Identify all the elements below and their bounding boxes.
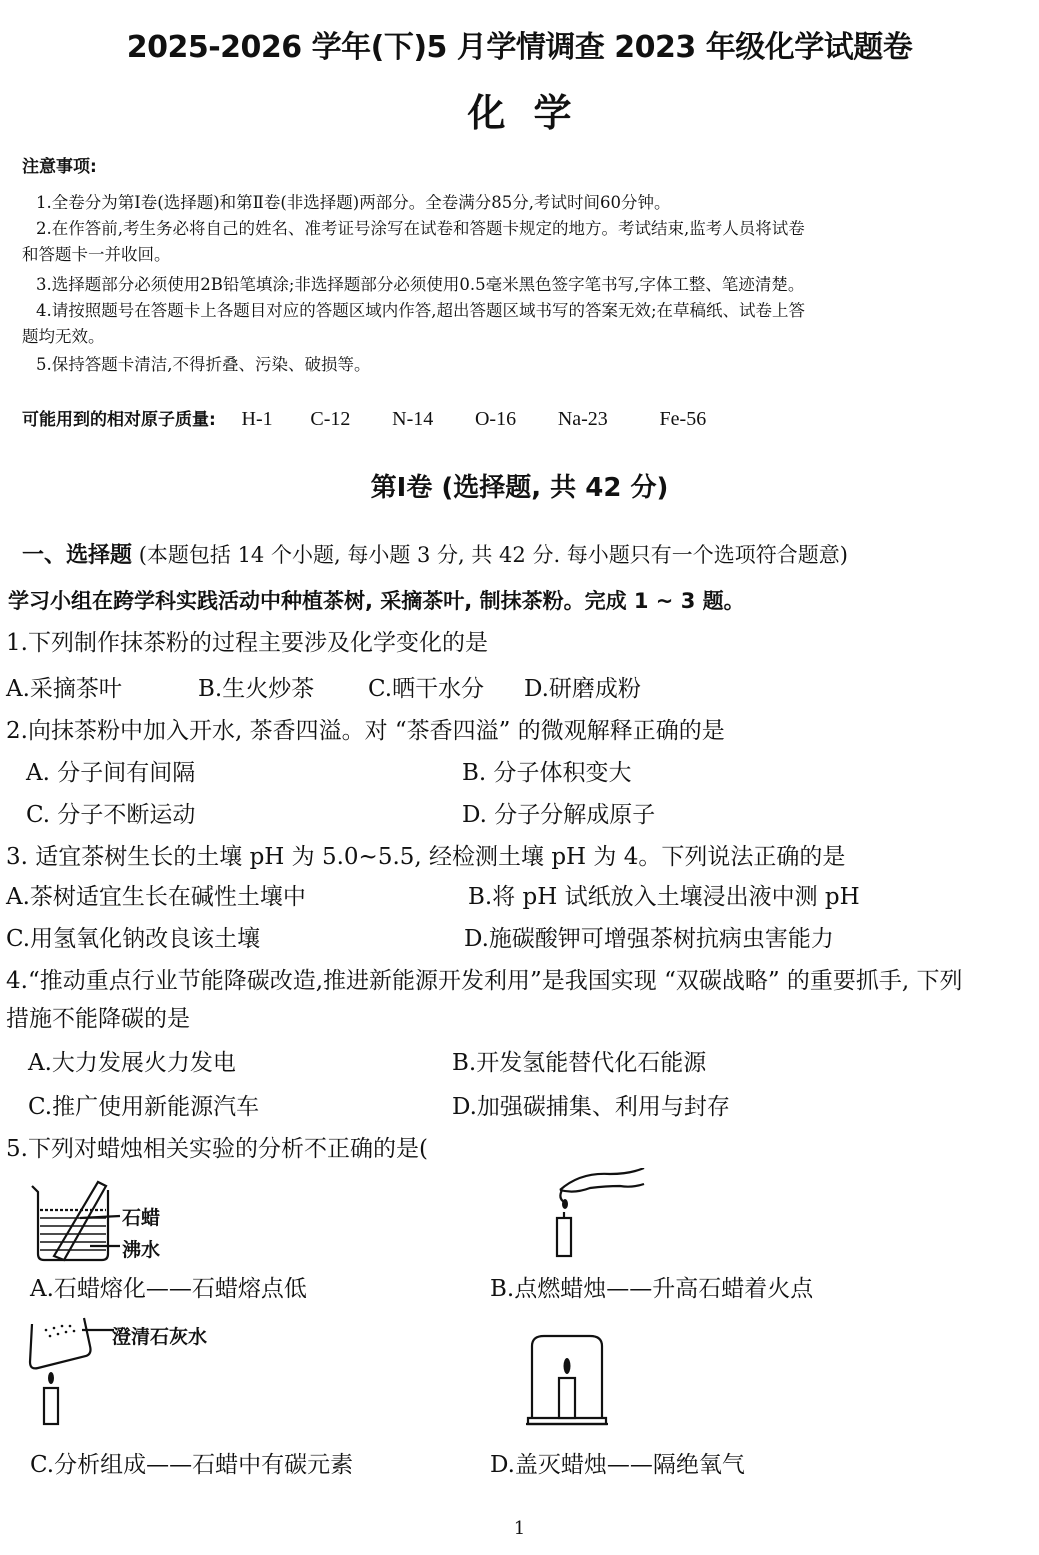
label-paraffin: 石蜡 — [122, 1207, 161, 1229]
section-1-title: 一、选择题 — [22, 543, 133, 568]
q4-option-a: A.大力发展火力发电 — [28, 1050, 236, 1076]
q2-option-b: B. 分子体积变大 — [462, 760, 632, 786]
section-1-header — [22, 538, 848, 569]
atomic-mass-value: H-1 — [241, 408, 273, 430]
atomic-mass-value: Na-23 — [557, 408, 608, 430]
q1-option-c: C.晒干水分 — [368, 676, 485, 702]
q4-option-c: C.推广使用新能源汽车 — [28, 1094, 260, 1120]
question-1-stem: 1.下列制作抹茶粉的过程主要涉及化学变化的是 — [6, 630, 488, 656]
atomic-mass-value: O-16 — [474, 408, 517, 430]
q1-option-d: D.研磨成粉 — [524, 676, 641, 702]
lighting-candle-figure-b — [540, 1168, 650, 1260]
note-item-1: 1.全卷分为第Ⅰ卷(选择题)和第Ⅱ卷(非选择题)两部分。全卷满分85分,考试时间60分钟。 — [36, 193, 671, 212]
question-4-stem: 4.“推动重点行业节能降碳改造,推进新能源开发利用”是我国实现 “双碳战略” 的重要抓手, 下列 — [6, 968, 963, 994]
part-1-heading: 第Ⅰ卷 (选择题, 共 42 分) — [370, 473, 669, 503]
section-1-intro: 学习小组在跨学科实践活动中种植茶树, 采摘茶叶, 制抹茶粉。完成 1 ~ 3 题。 — [8, 589, 745, 613]
q5-option-a: A.石蜡熔化——石蜡熔点低 — [30, 1276, 307, 1302]
q2-option-d: D. 分子分解成原子 — [462, 802, 656, 828]
note-item-4-cont: 题均无效。 — [22, 327, 105, 346]
q3-option-b: B.将 pH 试纸放入土壤浸出液中测 pH — [468, 884, 860, 910]
q1-option-b: B.生火炒茶 — [198, 676, 315, 702]
atomic-mass-label: 可能用到的相对原子质量: — [22, 410, 216, 430]
note-item-2: 2.在作答前,考生务必将自己的姓名、准考证号涂写在试卷和答题卡规定的地方。考试结束,监考人员将试卷 — [36, 219, 805, 238]
notes-heading: 注意事项: — [22, 157, 97, 177]
subject-title: 化学 — [467, 91, 600, 135]
label-limewater: 澄清石灰水 — [112, 1326, 208, 1348]
atomic-mass-value: C-12 — [310, 408, 351, 430]
q3-option-a: A.茶树适宜生长在碱性土壤中 — [6, 884, 306, 910]
q1-option-a: A.采摘茶叶 — [6, 676, 122, 702]
atomic-mass-line — [22, 405, 706, 431]
q2-option-a: A. 分子间有间隔 — [26, 760, 196, 786]
beaker-figure-a — [20, 1180, 200, 1265]
note-item-5: 5.保持答题卡清洁,不得折叠、污染、破损等。 — [36, 355, 371, 374]
note-item-3: 3.选择题部分必须使用2B铅笔填涂;非选择题部分必须使用0.5毫米黑色签字笔书写,字体工整、笔迹清楚。 — [36, 275, 805, 294]
covered-candle-figure-d — [522, 1332, 612, 1432]
atomic-mass-value: Fe-56 — [659, 408, 707, 430]
q3-option-d: D.施碳酸钾可增强茶树抗病虫害能力 — [464, 926, 834, 952]
atomic-mass-value: N-14 — [392, 408, 434, 430]
question-2-stem: 2.向抹茶粉中加入开水, 茶香四溢。对 “茶香四溢” 的微观解释正确的是 — [6, 718, 725, 744]
q5-option-b: B.点燃蜡烛——升高石蜡着火点 — [490, 1276, 814, 1302]
note-item-2-cont: 和答题卡一并收回。 — [22, 245, 171, 264]
limewater-beaker-figure-c — [26, 1316, 116, 1426]
q3-option-c: C.用氢氧化钠改良该土壤 — [6, 926, 261, 952]
q5-option-c: C.分析组成——石蜡中有碳元素 — [30, 1452, 354, 1478]
question-3-stem: 3. 适宜茶树生长的土壤 pH 为 5.0~5.5, 经检测土壤 pH 为 4。下列说法正确的是 — [6, 844, 846, 870]
q4-option-b: B.开发氢能替代化石能源 — [452, 1050, 707, 1076]
q2-option-c: C. 分子不断运动 — [26, 802, 196, 828]
question-4-stem-cont: 措施不能降碳的是 — [6, 1006, 190, 1032]
q4-option-d: D.加强碳捕集、利用与封存 — [452, 1094, 730, 1120]
q5-option-d: D.盖灭蜡烛——隔绝氧气 — [490, 1452, 745, 1478]
page-number: 1 — [513, 1518, 526, 1539]
note-item-4: 4.请按照题号在答题卡上各题目对应的答题区域内作答,超出答题区域书写的答案无效;在草稿纸、试卷上答 — [36, 301, 806, 320]
label-boiling-water: 沸水 — [122, 1239, 161, 1261]
question-5-stem: 5.下列对蜡烛相关实验的分析不正确的是( — [6, 1136, 428, 1162]
section-1-desc: (本题包括 14 个小题, 每小题 3 分, 共 42 分. 每小题只有一个选项符合题意) — [138, 543, 848, 567]
exam-title: 2025-2026 学年(下)5 月学情调查 2023 年级化学试题卷 — [126, 30, 913, 65]
